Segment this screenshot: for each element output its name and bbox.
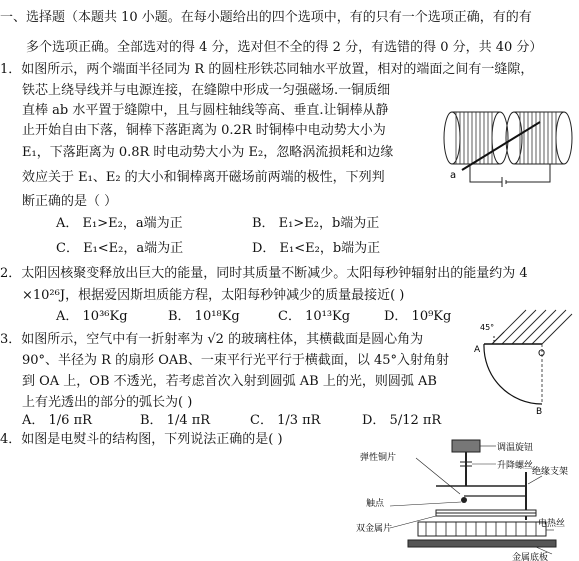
q4-label-bimetal: 双金属片 xyxy=(356,524,393,534)
q2-option-b: B． 10¹⁸Kg xyxy=(168,309,240,324)
q2-option-d: D． 10⁹Kg xyxy=(384,309,452,324)
q4-label-knob: 调温旋钮 xyxy=(497,443,534,453)
q1-line-1: 1．如图所示，两个端面半径同为 R 的圆柱形铁芯同轴水平放置，相对的端面之间有一缝隙， xyxy=(0,62,534,77)
section-header-line2: 多个选项正确。全部选对的得 4 分，选对但不全的得 2 分，有选错的得 0 分，共 40 分） xyxy=(26,40,543,55)
q3-option-d: D． 5/12 πR xyxy=(362,413,442,428)
q3-option-c: C． 1/3 πR xyxy=(250,413,321,428)
q4-label-heater: 电热丝 xyxy=(538,519,566,529)
q3-label-o: O xyxy=(538,349,546,359)
q1-option-a: A． E₁>E₂，a端为正 xyxy=(56,216,183,231)
q1-option-c: C． E₁<E₂，a端为正 xyxy=(56,241,184,256)
q1-figure-iron-cores xyxy=(440,100,574,190)
q3-option-b: B． 1/4 πR xyxy=(140,413,211,428)
q1-option-b: B． E₁>E₂，b端为正 xyxy=(252,216,380,231)
q4-label-support: 绝缘支架 xyxy=(532,467,569,477)
q3-option-a: A． 1/6 πR xyxy=(22,413,92,428)
q1-line-6: 效应关于 E₁、E₂ 的大小和铜棒离开磁场前两端的极性，下列判 xyxy=(22,170,385,185)
q3-label-angle: 45° xyxy=(480,323,495,332)
q2-option-a: A． 10³⁶Kg xyxy=(56,309,128,324)
q4-label-base: 金属底板 xyxy=(512,553,549,561)
q3-label-a: A xyxy=(474,345,481,355)
q1-figure-label-a: a xyxy=(450,170,457,181)
q1-line-5: E₁，下落距离为 0.8R 时电动势大小为 E₂，忽略涡流损耗和边缘 xyxy=(22,145,394,160)
q4-label-contact: 触点 xyxy=(366,499,385,509)
q3-label-b: B xyxy=(536,407,543,416)
q4-figure-electric-iron xyxy=(356,434,579,561)
q3-figure-glass-sector xyxy=(474,300,578,416)
q3-line-1: 3．如图所示，空气中有一折射率为 √2 的玻璃柱体，其横截面是圆心角为 xyxy=(0,332,424,347)
q1-line-4: 止开始自由下落，铜棒下落距离为 0.2R 时铜棒中电动势大小为 xyxy=(22,123,386,138)
q1-line-7: 断正确的是（ ） xyxy=(22,194,118,209)
section-header-line1: 一、选择题（本题共 10 小题。在每小题给出的四个选项中，有的只有一个选项正确，有的有 xyxy=(0,10,532,25)
q1-line-2: 铁芯上绕导线并与电源连接，在缝隙中形成一匀强磁场.一铜质细 xyxy=(22,83,391,98)
q3-line-2: 90°、半径为 R 的扇形 OAB、一束平行光平行于横截面，以 45°入射角射 xyxy=(22,353,450,368)
q2-line-1: 2．太阳因核聚变释放出巨大的能量，同时其质量不断减少。太阳每秒钟辐射出的能量约为 4 xyxy=(0,266,528,281)
q3-line-4: 上有光透出的部分的弧长为( ) xyxy=(22,395,193,410)
q1-option-d: D． E₁<E₂，b端为正 xyxy=(252,241,381,256)
q4-label-screw: 升降螺丝 xyxy=(497,461,534,471)
q1-line-3: 直棒 ab 水平置于缝隙中，且与圆柱轴线等高、垂直.让铜棒从静 xyxy=(22,103,389,118)
q3-line-3: 到 OA 上，OB 不透光，若考虑首次入射到圆弧 AB 上的光，则圆弧 AB xyxy=(22,374,437,389)
q2-option-c: C． 10¹³Kg xyxy=(278,309,351,324)
q4-line-1: 4．如图是电熨斗的结构图，下列说法正确的是( ) xyxy=(0,432,283,447)
q2-line-2: ×10²⁶J，根据爱因斯坦质能方程，太阳每秒钟减少的质量最接近( ) xyxy=(22,288,405,303)
q4-label-spring: 弹性铜片 xyxy=(360,453,397,463)
